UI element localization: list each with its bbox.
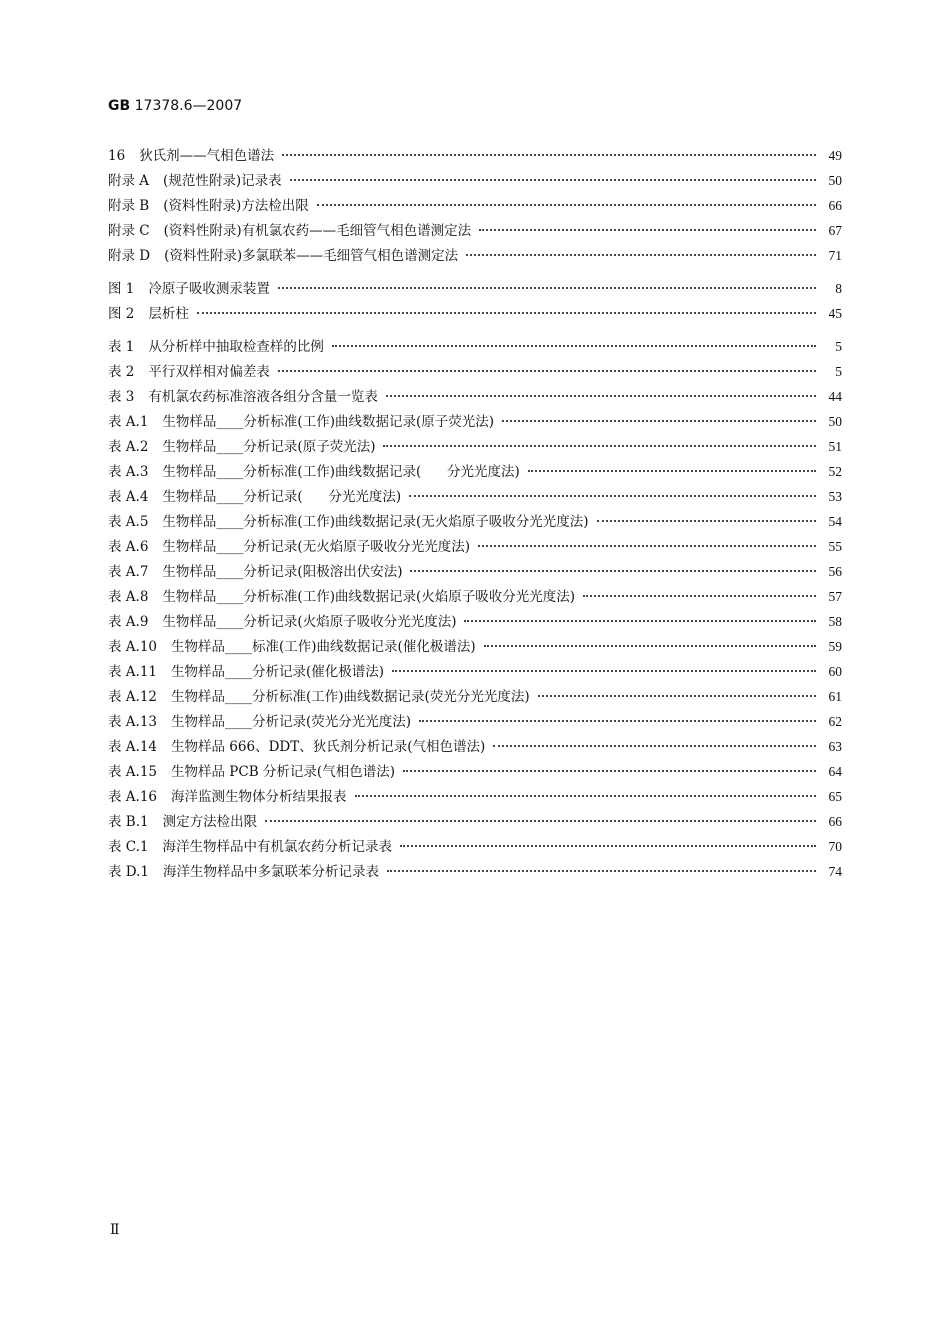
toc-entry-page: 66	[828, 198, 842, 213]
toc-entry-label: 附录 B	[108, 198, 150, 214]
dot-leader	[410, 570, 816, 572]
toc-entry-title: 生物样品____分析记录(催化极谱法)	[171, 664, 385, 680]
toc-entry-page: 5	[835, 339, 842, 354]
toc-entry-title: 有机氯农药标准溶液各组分含量一览表	[148, 389, 378, 405]
dot-leader	[493, 745, 816, 747]
standard-number: 17378.6—2007	[134, 98, 243, 114]
toc-entry-page: 51	[828, 439, 842, 454]
toc-entry-label: 表 A.8	[108, 589, 149, 605]
toc-entry-title: 生物样品____分析记录(无火焰原子吸收分光光度法)	[162, 539, 470, 555]
toc-entry[interactable]	[108, 734, 842, 759]
toc-entry[interactable]	[108, 859, 842, 884]
toc-entry-label: 表 A.5	[108, 514, 149, 530]
toc-entry[interactable]	[108, 584, 842, 609]
toc-entry[interactable]	[108, 359, 842, 384]
toc-entry-page: 53	[828, 489, 842, 504]
toc-entry[interactable]	[108, 434, 842, 459]
toc-entry-title: (规范性附录)记录表	[163, 173, 282, 189]
toc-entry-label: 表 A.1	[108, 414, 149, 430]
toc-entry-label: 表 1	[108, 339, 135, 355]
dot-leader	[464, 620, 816, 622]
toc-entry[interactable]	[108, 809, 842, 834]
toc-entry[interactable]	[108, 559, 842, 584]
toc-entry[interactable]	[108, 243, 842, 268]
dot-leader	[502, 420, 816, 422]
toc-entry-page: 64	[828, 764, 842, 779]
dot-leader	[409, 495, 816, 497]
toc-entry-label: 表 A.10	[108, 639, 158, 655]
dot-leader	[466, 254, 816, 256]
toc-entry-page: 54	[828, 514, 842, 529]
toc-entry-label: 表 A.11	[108, 664, 158, 680]
toc-entry-label: 附录 A	[108, 173, 150, 189]
toc-entry-title: 从分析样中抽取检查样的比例	[148, 339, 324, 355]
toc-entry-page: 50	[828, 173, 842, 188]
dot-leader	[484, 645, 816, 647]
toc-entry[interactable]	[108, 709, 842, 734]
toc-entry[interactable]	[108, 143, 842, 168]
toc-entry-title: 海洋生物样品中多氯联苯分析记录表	[163, 864, 380, 880]
toc-entry[interactable]	[108, 659, 842, 684]
toc-entry[interactable]	[108, 459, 842, 484]
dot-leader	[597, 520, 817, 522]
toc-entry-label: 图 1	[108, 281, 135, 297]
toc-entry-label: 表 A.9	[108, 614, 149, 630]
toc-entry-page: 67	[828, 223, 842, 238]
dot-leader	[403, 770, 816, 772]
dot-leader	[278, 370, 816, 372]
toc-entry-page: 60	[828, 664, 842, 679]
toc-entry[interactable]	[108, 509, 842, 534]
toc-entry-label: 表 D.1	[108, 864, 150, 880]
toc-entry[interactable]	[108, 834, 842, 859]
toc-entry-page: 63	[828, 739, 842, 754]
toc-entry-page: 62	[828, 714, 842, 729]
toc-entry-label: 表 A.3	[108, 464, 149, 480]
toc-entry[interactable]	[108, 384, 842, 409]
toc-entry-page: 70	[828, 839, 842, 854]
toc-entry-page: 50	[828, 414, 842, 429]
toc-entry-title: 生物样品____分析记录(阳极溶出伏安法)	[162, 564, 403, 580]
toc-entry-title: 生物样品____分析记录(火焰原子吸收分光光度法)	[162, 614, 457, 630]
toc-entry[interactable]	[108, 409, 842, 434]
toc-entry-label: 表 3	[108, 389, 135, 405]
toc-entry-page: 5	[835, 364, 842, 379]
toc-entry-title: 狄氏剂——气相色谱法	[139, 148, 275, 164]
toc-entry-page: 59	[828, 639, 842, 654]
toc-entry-label: 表 A.12	[108, 689, 158, 705]
toc-entry-page: 74	[828, 864, 842, 879]
standard-prefix: GB	[108, 98, 131, 114]
dot-leader	[355, 795, 816, 797]
toc-entry-label: 表 A.6	[108, 539, 149, 555]
toc-entry-label: 表 A.2	[108, 439, 149, 455]
toc-entry-title: 生物样品____分析标准(工作)曲线数据记录(火焰原子吸收分光光度法)	[162, 589, 575, 605]
toc-entry-page: 8	[835, 281, 842, 296]
dot-leader	[392, 670, 816, 672]
toc-entry-page: 49	[828, 148, 842, 163]
toc-entry-label: 表 B.1	[108, 814, 149, 830]
toc-group	[108, 276, 842, 326]
toc-entry-title: 生物样品____分析记录( 分光光度法)	[162, 489, 402, 505]
toc-group	[108, 143, 842, 268]
toc-entry[interactable]	[108, 634, 842, 659]
toc-entry[interactable]	[108, 334, 842, 359]
dot-leader	[386, 395, 816, 397]
toc-entry[interactable]	[108, 684, 842, 709]
toc-entry-title: (资料性附录)方法检出限	[163, 198, 309, 214]
toc-entry-title: 冷原子吸收测汞装置	[148, 281, 270, 297]
toc-entry-page: 58	[828, 614, 842, 629]
table-of-contents	[108, 143, 842, 884]
dot-leader	[583, 595, 816, 597]
toc-entry-page: 44	[828, 389, 842, 404]
toc-entry-title: 生物样品____分析标准(工作)曲线数据记录(荧光分光光度法)	[171, 689, 530, 705]
dot-leader	[265, 820, 816, 822]
toc-entry-title: (资料性附录)有机氯农药——毛细管气相色谱测定法	[163, 223, 472, 239]
toc-entry-title: 测定方法检出限	[162, 814, 258, 830]
dot-leader	[419, 720, 816, 722]
toc-entry-title: 海洋生物样品中有机氯农药分析记录表	[162, 839, 393, 855]
toc-entry[interactable]	[108, 534, 842, 559]
toc-entry-title: 生物样品____标准(工作)曲线数据记录(催化极谱法)	[171, 639, 476, 655]
dot-leader	[278, 287, 816, 289]
toc-entry-page: 71	[828, 248, 842, 263]
running-header	[108, 98, 242, 114]
toc-entry[interactable]	[108, 193, 842, 218]
toc-entry[interactable]	[108, 218, 842, 243]
toc-entry-title: 生物样品____分析记录(原子荧光法)	[162, 439, 376, 455]
dot-leader	[383, 445, 816, 447]
toc-entry[interactable]	[108, 168, 842, 193]
dot-leader	[528, 470, 816, 472]
toc-entry-label: 表 A.4	[108, 489, 149, 505]
toc-entry-page: 56	[828, 564, 842, 579]
toc-entry-title: 生物样品 666、DDT、狄氏剂分析记录(气相色谱法)	[171, 739, 486, 755]
toc-entry-page: 57	[828, 589, 842, 604]
dot-leader	[197, 312, 816, 314]
toc-entry[interactable]	[108, 609, 842, 634]
toc-entry-label: 表 A.16	[108, 789, 158, 805]
dot-leader	[387, 870, 816, 872]
toc-entry[interactable]	[108, 759, 842, 784]
toc-entry-page: 65	[828, 789, 842, 804]
dot-leader	[282, 154, 816, 156]
toc-entry-page: 61	[828, 689, 842, 704]
toc-group	[108, 334, 842, 884]
toc-entry-label: 16	[108, 148, 126, 164]
toc-entry-title: (资料性附录)多氯联苯——毛细管气相色谱测定法	[164, 248, 459, 264]
toc-entry-title: 生物样品____分析标准(工作)曲线数据记录( 分光光度法)	[162, 464, 520, 480]
dot-leader	[290, 179, 816, 181]
dot-leader	[317, 204, 816, 206]
toc-entry-label: 表 A.15	[108, 764, 158, 780]
toc-entry-label: 表 C.1	[108, 839, 149, 855]
toc-entry-page: 55	[828, 539, 842, 554]
toc-entry-label: 附录 C	[108, 223, 150, 239]
dot-leader	[400, 845, 816, 847]
toc-entry-title: 生物样品____分析标准(工作)曲线数据记录(无火焰原子吸收分光光度法)	[162, 514, 589, 530]
dot-leader	[479, 229, 816, 231]
toc-entry-label: 表 A.13	[108, 714, 158, 730]
toc-entry-label: 表 2	[108, 364, 135, 380]
toc-entry-title: 生物样品____分析记录(荧光分光光度法)	[171, 714, 412, 730]
page-number: Ⅱ	[110, 1223, 120, 1238]
toc-entry-page: 45	[828, 306, 842, 321]
toc-entry-page: 52	[828, 464, 842, 479]
toc-entry[interactable]	[108, 276, 842, 301]
toc-entry-label: 表 A.14	[108, 739, 158, 755]
toc-entry-title: 生物样品____分析标准(工作)曲线数据记录(原子荧光法)	[162, 414, 494, 430]
dot-leader	[332, 345, 816, 347]
toc-entry[interactable]	[108, 484, 842, 509]
toc-entry-title: 海洋监测生物体分析结果报表	[171, 789, 347, 805]
toc-entry[interactable]	[108, 784, 842, 809]
dot-leader	[478, 545, 816, 547]
toc-entry-label: 附录 D	[108, 248, 151, 264]
toc-entry-page: 66	[828, 814, 842, 829]
toc-entry[interactable]	[108, 301, 842, 326]
toc-entry-title: 生物样品 PCB 分析记录(气相色谱法)	[171, 764, 395, 780]
toc-entry-title: 平行双样相对偏差表	[148, 364, 270, 380]
dot-leader	[538, 695, 816, 697]
toc-entry-label: 表 A.7	[108, 564, 149, 580]
toc-entry-label: 图 2	[108, 306, 135, 322]
toc-entry-title: 层析柱	[148, 306, 189, 322]
